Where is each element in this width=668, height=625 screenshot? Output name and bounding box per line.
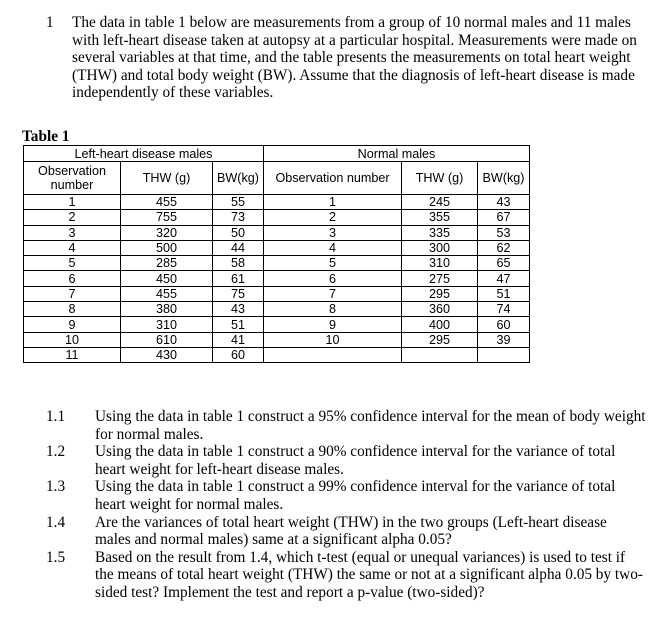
cell-obs-left: 2 <box>24 210 121 225</box>
cell-bw-right: 74 <box>478 302 530 317</box>
cell-thw-left: 455 <box>121 195 213 210</box>
subquestion <box>46 514 646 549</box>
col-header-obs-left: Observation number <box>24 162 121 195</box>
subquestion-number: 1.4 <box>46 513 66 531</box>
cell-obs-right: 5 <box>264 256 402 271</box>
table-row <box>24 347 530 362</box>
table-row <box>24 332 530 347</box>
cell-bw-right: 39 <box>478 332 530 347</box>
cell-obs-right <box>264 347 402 362</box>
cell-thw-left: 430 <box>121 347 213 362</box>
cell-obs-right: 1 <box>264 195 402 210</box>
cell-bw-left: 75 <box>213 286 264 301</box>
cell-thw-right: 300 <box>402 240 478 255</box>
cell-obs-right: 7 <box>264 286 402 301</box>
cell-bw-right: 60 <box>478 317 530 332</box>
table-row <box>24 271 530 286</box>
table-row <box>24 286 530 301</box>
subquestion <box>46 549 646 602</box>
cell-bw-right: 43 <box>478 195 530 210</box>
cell-thw-right: 295 <box>402 332 478 347</box>
cell-bw-right: 62 <box>478 240 530 255</box>
cell-bw-left: 60 <box>213 347 264 362</box>
col-header-bw-left: BW(kg) <box>213 162 264 195</box>
cell-obs-left: 9 <box>24 317 121 332</box>
cell-obs-right: 2 <box>264 210 402 225</box>
cell-obs-left: 1 <box>24 195 121 210</box>
cell-bw-left: 51 <box>213 317 264 332</box>
subquestion-number: 1.5 <box>46 548 66 566</box>
cell-obs-right: 6 <box>264 271 402 286</box>
cell-thw-right: 295 <box>402 286 478 301</box>
subquestion-number: 1.3 <box>46 478 66 496</box>
subquestion-text: Using the data in table 1 construct a 90% confidence interval for the variance of total heart weight for left-heart disease males. <box>95 443 616 478</box>
subquestion-text: Using the data in table 1 construct a 99% confidence interval for the variance of total heart weight for normal males. <box>95 478 616 513</box>
subquestion <box>46 478 646 513</box>
cell-bw-left: 55 <box>213 195 264 210</box>
cell-obs-left: 3 <box>24 225 121 240</box>
cell-obs-left: 11 <box>24 347 121 362</box>
cell-bw-left: 50 <box>213 225 264 240</box>
question-text: The data in table 1 below are measurements from a group of 10 normal males and 11 males with left-heart disease taken at autopsy at a particular hospital. Measurements were made on several variables at that time, and the table presents the measurements on total heart weight (THW) and total body weight (BW). Assume that the diagnosis of left-heart disease is made independently of these variables. <box>72 14 637 102</box>
col-header-obs-right: Observation number <box>264 162 402 195</box>
data-table <box>23 145 530 363</box>
cell-thw-right: 310 <box>402 256 478 271</box>
table-row <box>24 240 530 255</box>
subquestion <box>46 408 646 443</box>
col-header-thw-left: THW (g) <box>121 162 213 195</box>
cell-thw-left: 310 <box>121 317 213 332</box>
cell-obs-left: 6 <box>24 271 121 286</box>
cell-thw-right: 335 <box>402 225 478 240</box>
cell-thw-left: 755 <box>121 210 213 225</box>
cell-obs-right: 4 <box>264 240 402 255</box>
cell-bw-left: 58 <box>213 256 264 271</box>
table-row <box>24 302 530 317</box>
table-row <box>24 210 530 225</box>
cell-thw-right: 355 <box>402 210 478 225</box>
cell-thw-left: 450 <box>121 271 213 286</box>
cell-bw-left: 41 <box>213 332 264 347</box>
cell-thw-right: 245 <box>402 195 478 210</box>
cell-obs-right: 8 <box>264 302 402 317</box>
subquestion <box>46 443 646 478</box>
subquestion-number: 1.1 <box>46 408 66 425</box>
cell-bw-right <box>478 347 530 362</box>
table-row <box>24 317 530 332</box>
cell-bw-right: 51 <box>478 286 530 301</box>
question-number: 1 <box>46 14 54 31</box>
cell-thw-right: 400 <box>402 317 478 332</box>
cell-thw-left: 610 <box>121 332 213 347</box>
subquestion-text: Based on the result from 1.4, which t-test (equal or unequal variances) is used to test if the means of total heart weight (THW) the same or not at a significant alpha 0.05 by two-sided test? Implement the test and report a p-value (two-sided)? <box>95 548 643 601</box>
cell-thw-right <box>402 347 478 362</box>
cell-bw-left: 61 <box>213 271 264 286</box>
table-row <box>24 225 530 240</box>
cell-obs-right: 10 <box>264 332 402 347</box>
cell-thw-left: 285 <box>121 256 213 271</box>
cell-bw-right: 53 <box>478 225 530 240</box>
cell-obs-left: 7 <box>24 286 121 301</box>
cell-obs-right: 9 <box>264 317 402 332</box>
cell-obs-left: 8 <box>24 302 121 317</box>
cell-bw-left: 73 <box>213 210 264 225</box>
subquestion-text: Using the data in table 1 construct a 95% confidence interval for the mean of body weight for normal males. <box>95 408 646 443</box>
subquestion-list <box>46 408 646 602</box>
group-left-header: Left-heart disease males <box>24 146 264 162</box>
subquestion-text: Are the variances of total heart weight (THW) in the two groups (Left-heart disease males and normal males) same at a significant alpha 0.05? <box>95 513 607 549</box>
cell-obs-right: 3 <box>264 225 402 240</box>
cell-bw-right: 47 <box>478 271 530 286</box>
cell-obs-left: 10 <box>24 332 121 347</box>
cell-thw-left: 455 <box>121 286 213 301</box>
cell-bw-left: 44 <box>213 240 264 255</box>
col-header-bw-right: BW(kg) <box>478 162 530 195</box>
cell-thw-left: 320 <box>121 225 213 240</box>
table-column-header-row <box>24 162 530 195</box>
table-group-header-row <box>24 146 530 162</box>
table-title: Table 1 <box>22 128 70 145</box>
cell-bw-right: 67 <box>478 210 530 225</box>
cell-thw-right: 360 <box>402 302 478 317</box>
group-right-header: Normal males <box>264 146 530 162</box>
cell-obs-left: 5 <box>24 256 121 271</box>
cell-obs-left: 4 <box>24 240 121 255</box>
cell-bw-right: 65 <box>478 256 530 271</box>
table-row <box>24 256 530 271</box>
cell-bw-left: 43 <box>213 302 264 317</box>
subquestion-number: 1.2 <box>46 443 66 461</box>
col-header-thw-right: THW (g) <box>402 162 478 195</box>
cell-thw-right: 275 <box>402 271 478 286</box>
table-row <box>24 195 530 210</box>
cell-thw-left: 380 <box>121 302 213 317</box>
cell-thw-left: 500 <box>121 240 213 255</box>
